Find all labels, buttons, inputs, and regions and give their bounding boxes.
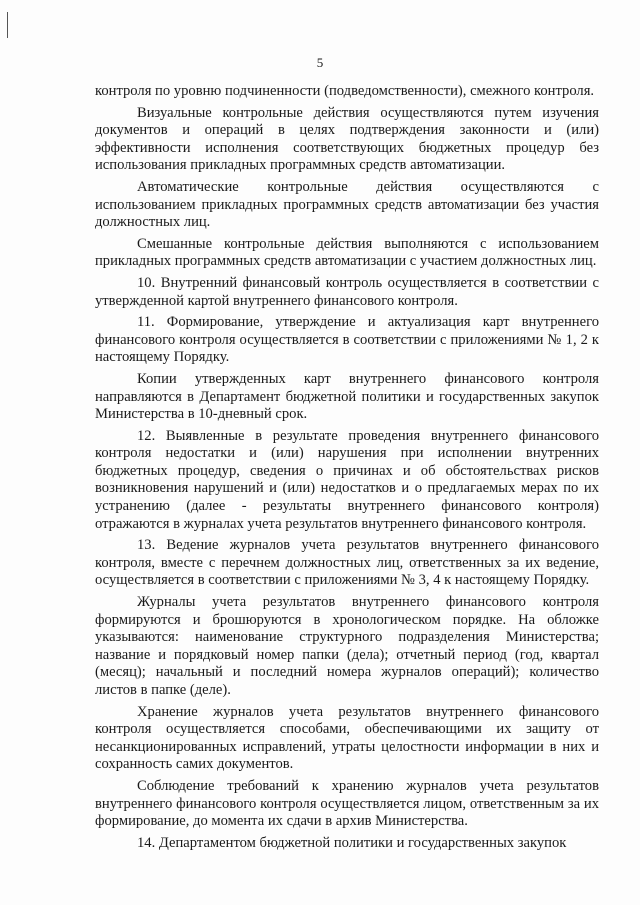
paragraph: 10. Внутренний финансовый контроль осуществляется в соответствии с утвержденной картой внутреннего финансового контроля.: [95, 274, 599, 309]
paragraph: Автоматические контрольные действия осуществляются с использованием прикладных программных средств автоматизации без участия должностных лиц.: [95, 178, 599, 231]
paragraph: Соблюдение требований к хранению журналов учета результатов внутреннего финансового контроля осуществляется лицом, ответственным за их формирование, до момента их сдачи в архив Министерства.: [95, 777, 599, 830]
paragraph: 11. Формирование, утверждение и актуализация карт внутреннего финансового контроля осуществляется в соответствии с приложениями № 1, 2 к настоящему Порядку.: [95, 314, 599, 366]
paragraph: Хранение журналов учета результатов внутреннего финансового контроля осуществляется способами, обеспечивающими их защиту от несанкционированных исправлений, утраты целостности информации в них и сохранность самих документов.: [95, 703, 599, 773]
paragraph: 13. Ведение журналов учета результатов внутреннего финансового контроля, вместе с перечнем должностных лиц, ответственных за их ведение, осуществляется в соответствии с приложениями № 3, 4 к настоящему Порядку.: [95, 537, 599, 589]
paragraph: Журналы учета результатов внутреннего финансового контроля формируются и брошюруются в хронологическом порядке. На обложке указываются: наименование структурного подразделения Министерства; название и порядковый номер папки (дела); отчетный период (год, квартал (месяц); начальный и последний номера журналов операций); количество листов в папке (деле).: [95, 594, 599, 698]
paragraph: 12. Выявленные в результате проведения внутреннего финансового контроля недостатки и (или) нарушения при исполнении внутренних бюджетных процедур, сведения о причинах и об обстоятельствах рисков возникновения нарушений и (или) недостатков и о предлагаемых мерах по их устранению (далее - результаты внутреннего финансового контроля) отражаются в журналах учета результатов внутреннего финансового контроля.: [95, 427, 599, 532]
paragraph: Визуальные контрольные действия осуществляются путем изучения документов и операций в целях подтверждения законности и (или) эффективности исполнения соответствующих бюджетных процедур без использования прикладных программных средств автоматизации.: [95, 104, 599, 174]
paragraph: контроля по уровню подчиненности (подведомственности), смежного контроля.: [95, 83, 595, 99]
page-number: 5: [316, 55, 324, 70]
paragraph: Смешанные контрольные действия выполняются с использованием прикладных программных средств автоматизации с участием должностных лиц.: [95, 235, 599, 270]
paragraph: Копии утвержденных карт внутреннего финансового контроля направляются в Департамент бюджетной политики и государственных закупок Министерства в 10-дневный срок.: [95, 370, 599, 423]
paragraph: 14. Департаментом бюджетной политики и государственных закупок: [137, 834, 567, 851]
scan-edge-mark: [7, 12, 8, 38]
document-body: [95, 83, 599, 852]
